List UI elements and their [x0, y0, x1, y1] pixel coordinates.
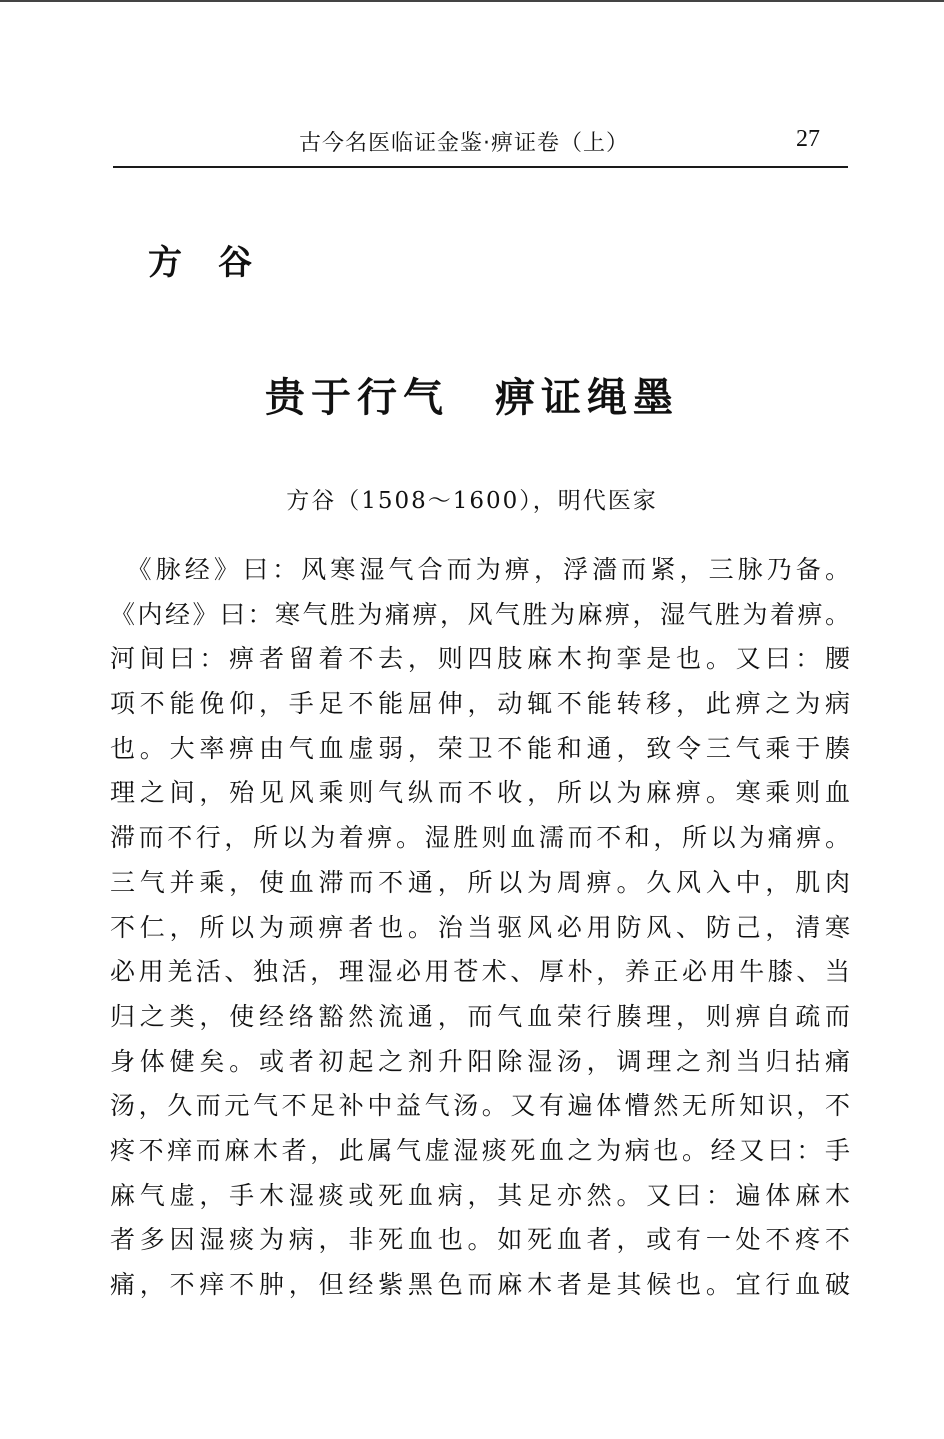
body-line: 者多因湿痰为病，非死血也。如死血者，或有一处不疼不 — [110, 1225, 850, 1255]
running-header — [113, 118, 848, 168]
body-line: 必用羌活、独活，理湿必用苍术、厚朴，养正必用牛膝、当 — [110, 957, 850, 987]
page-number: 27 — [796, 126, 820, 152]
top-border-line — [0, 0, 944, 2]
body-line: 理之间，殆见风乘则气纵而不收，所以为麻痹。寒乘则血 — [110, 778, 850, 808]
author-name: 方谷 — [148, 243, 288, 283]
book-title: 古今名医临证金鉴·痹证卷（上） — [299, 131, 629, 156]
body-line: 麻气虚，手木湿痰或死血病，其足亦然。又曰：遍体麻木 — [110, 1180, 850, 1210]
author-byline: 方谷（1508～1600），明代医家 — [286, 488, 658, 514]
body-line: 滞而不行，所以为着痹。湿胜则血濡而不和，所以为痛痹。 — [110, 823, 850, 853]
body-line: 身体健矣。或者初起之剂升阳除湿汤，调理之剂当归拈痛 — [110, 1046, 850, 1076]
body-line: 归之类，使经络豁然流通，而气血荣行腠理，则痹自疏而 — [110, 1001, 850, 1031]
body-line: 三气并乘，使血滞而不通，所以为周痹。久风入中，肌肉 — [110, 867, 850, 897]
article-title: 贵于行气 痹证绳墨 — [265, 375, 679, 421]
body-line: 不仁，所以为顽痹者也。治当驱风必用防风、防己，清寒 — [110, 912, 850, 942]
body-line: 《脉经》曰：风寒湿气合而为痹，浮濇而紧，三脉乃备。 — [110, 555, 850, 584]
body-line: 痛，不痒不肿，但经紫黑色而麻木者是其候也。宜行血破 — [110, 1270, 850, 1299]
body-line: 河间曰：痹者留着不去，则四肢麻木拘挛是也。又曰：腰 — [110, 644, 850, 674]
body-line: 汤，久而元气不足补中益气汤。又有遍体懵然无所知识，不 — [110, 1091, 850, 1121]
body-line: 《内经》曰：寒气胜为痛痹，风气胜为麻痹，湿气胜为着痹。 — [110, 599, 850, 629]
body-line: 疼不痒而麻木者，此属气虚湿痰死血之为病也。经又曰：手 — [110, 1135, 850, 1165]
body-paragraph — [110, 548, 850, 1308]
body-line: 也。大率痹由气血虚弱，荣卫不能和通，致令三气乘于腠 — [110, 733, 850, 763]
body-line: 项不能俛仰，手足不能屈伸，动辄不能转移，此痹之为病 — [110, 689, 850, 719]
